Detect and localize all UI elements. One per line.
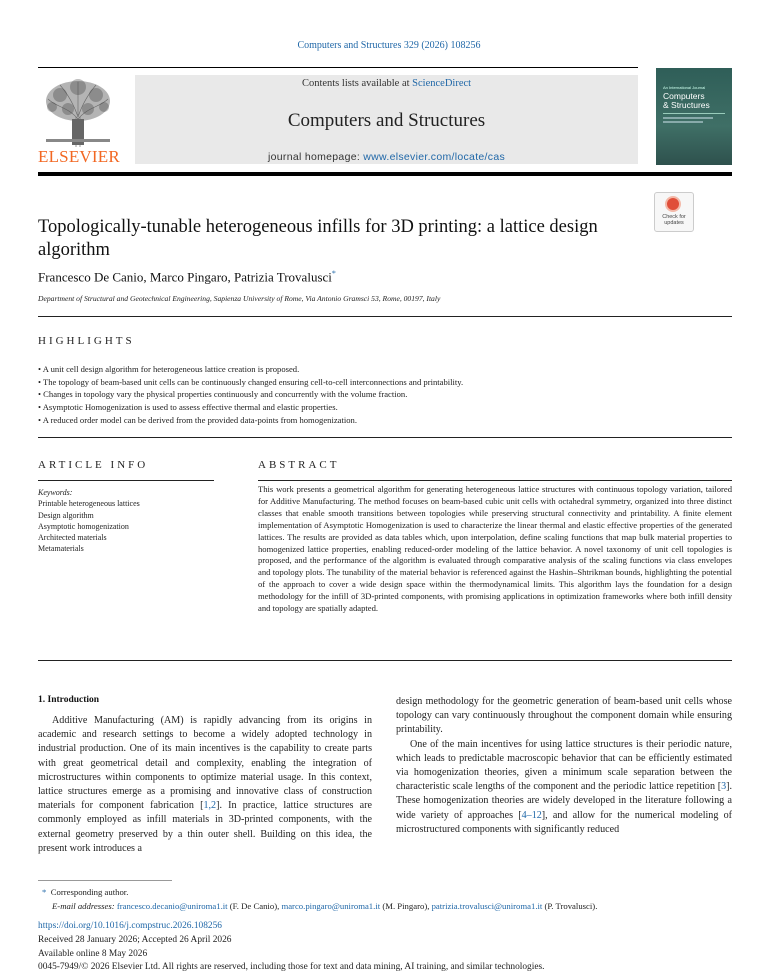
authors: Francesco De Canio, Marco Pingaro, Patrizia Trovalusci [38,269,332,285]
highlight-item: • Asymptotic Homogenization is used to assess effective thermal and elastic properties. [38,401,732,414]
keyword-item: Printable heterogeneous lattices [38,499,140,509]
corresponding-author-note: * Corresponding author. [42,887,129,897]
cover-series-label: An International Journal [663,85,706,90]
body-column-left: Additive Manufacturing (AM) is rapidly advancing from its origins in academic and research settings to become a widely adopted technology in industrial production. One of its main incentives is the capability to create parts with great geometrical detail and complexity, enabling the integration of microstructures within components to optimize material usage. In this context, lattice structures emerge as a promising and innovative class of construction materials for component fabrication [1,2]. In practice, lattice structures are commonly employed as infill materials in 3D-printed components, with the external geometry preserved by a thin outer shell. Building on this idea, the present work introduces a [38,715,372,854]
homepage-line [135,151,638,163]
highlight-item: • Changes in topology vary the physical properties continuously and concurrently with the volume fraction. [38,388,732,401]
section-rule [38,316,732,317]
body-column-right [396,695,732,837]
highlights-list [38,363,732,427]
abstract-text: This work presents a geometrical algorithm for generating heterogeneous lattice structures with continuous topology variation, tailored for Additive Manufacturing. The method focuses on beam-based cubic unit cells with octahedral symmetry, organized into three distinct classes that enable smooth transitions between topologies while preserving structural connectivity and printability. A finite element implementation of Asymptotic Homogenization is used to characterize the linear thermal and elastic effective properties of the generated lattices. The results are provided as data tables which, upon interpolation, define scaling functions that map bulk material properties to homogenized lattice properties, enabling reduced-order modeling of the lattice behavior. A novel taxonomy of unit cell topologies is proposed, and the performance of the algorithm is evaluated through comparative analysis of the scaling functions via class envelopes and topology plots. The tunability of the material behavior is referenced against the Hashin–Shtrikman bounds, highlighting the potential of the approach to cover a wide design space within the thermodynamical limits. This algorithm lays the foundation for a design methodology for the infill of 3D-printed components, with promising applications in optimization frameworks where both infill density and topology are spatially adapted. [258,484,732,614]
journal-cover-thumbnail[interactable] [656,68,732,165]
abstract-heading: ABSTRACT [258,459,340,471]
check-for-updates-label: Check for updates [662,214,686,226]
keyword-item: Asymptotic homogenization [38,521,129,531]
paragraph: One of the main incentives for using lattice structures is their periodic nature, which leads to predictable macroscopic behavior that can be efficiently estimated via homogenization theories, given a minimum scale separation between the characteristic scale lengths of the component and the periodic lattice repetition [3]. These homogenization theories are widely developed in the literature following a wide variety of approaches [4–12], and allow for the numerical modeling of microstructured components with significantly reduced [396,738,733,835]
copyright-notice: 0045-7949/© 2026 Elsevier Ltd. All rights are reserved, including those for text and data mining, AI training, and similar technologies. [38,962,545,972]
affiliation: Department of Structural and Geotechnical Engineering, Sapienza University of Rome, Via Antonio Gramsci 53, Rome, 00197, Italy [38,294,441,303]
cover-title [663,92,710,110]
citation-link[interactable]: 4–12 [521,809,542,821]
footnote-mark: * [42,887,47,897]
keywords-label: Keywords: [38,488,73,497]
keyword-item: Architected materials [38,533,107,543]
sciencedirect-link[interactable]: ScienceDirect [412,78,472,89]
keyword-item: Design algorithm [38,510,94,520]
section-heading-introduction: 1. Introduction [38,695,100,705]
section-rule [38,660,732,661]
corresponding-author-mark[interactable]: * [331,269,336,278]
email-addresses: E-mail addresses: francesco.decanio@uniroma1.it (F. De Canio), marco.pingaro@uniroma1.it (M. Pingaro), patrizia.trovalusci@uniroma1.it (P. Trovalusci). [52,901,598,911]
author-list [38,269,678,285]
homepage-prefix: journal homepage: [267,151,364,163]
cover-title-line1: Computers [663,91,705,101]
article-title: Topologically-tunable heterogeneous infills for 3D printing: a lattice design algorithm [38,217,598,260]
check-for-updates-icon [665,196,681,212]
highlight-item: • The topology of beam-based unit cells can be continuously changed ensuring cell-to-cell interconnections and printability. [38,376,732,389]
cover-divider [663,113,725,114]
highlights-heading: HIGHLIGHTS [38,335,135,347]
section-rule [38,437,732,438]
footnote-rule [38,880,172,881]
email-link[interactable]: patrizia.trovalusci@uniroma1.it [431,901,543,911]
contents-prefix: Contents lists available at [301,78,413,89]
citation-link[interactable]: 1,2 [203,800,217,812]
received-accepted-dates: Received 28 January 2026; Accepted 26 April 2026 [38,935,232,945]
keywords-block [38,487,214,555]
header-rule-thick [38,172,732,176]
email-link[interactable]: francesco.decanio@uniroma1.it [116,901,228,911]
elsevier-tree-logo-icon [38,77,118,147]
keyword-item: Metamaterials [38,544,84,554]
contents-line [135,78,638,89]
highlight-item: • A unit cell design algorithm for heterogeneous lattice creation is proposed. [38,363,732,376]
elsevier-wordmark: ELSEVIER [38,147,120,166]
article-info-rule [38,480,214,481]
check-for-updates-badge[interactable] [654,192,694,232]
footnote [38,885,732,913]
cover-line [663,121,703,123]
header-rule-thin [38,67,638,68]
article-info-heading: ARTICLE INFO [38,459,149,471]
journal-homepage-link[interactable]: www.elsevier.com/locate/cas [363,151,506,163]
email-link[interactable]: marco.pingaro@uniroma1.it [281,901,381,911]
citation-link[interactable]: 3 [721,781,727,793]
highlight-item: • A reduced order model can be derived from the provided data-points from homogenization. [38,414,732,427]
journal-title: Computers and Structures [287,110,486,131]
doi-link[interactable]: https://doi.org/10.1016/j.compstruc.2026.108256 [38,921,222,931]
cover-line [663,117,713,119]
abstract-rule [258,480,732,481]
available-online-date: Available online 8 May 2026 [38,949,148,959]
cover-title-line2: & Structures [663,100,710,110]
paragraph: design methodology for the geometric generation of beam-based unit cells whose topology can vary continuously throughout the component domain while ensuring printability. [396,696,732,736]
journal-reference-link[interactable]: Computers and Structures 329 (2026) 108256 [297,40,481,51]
